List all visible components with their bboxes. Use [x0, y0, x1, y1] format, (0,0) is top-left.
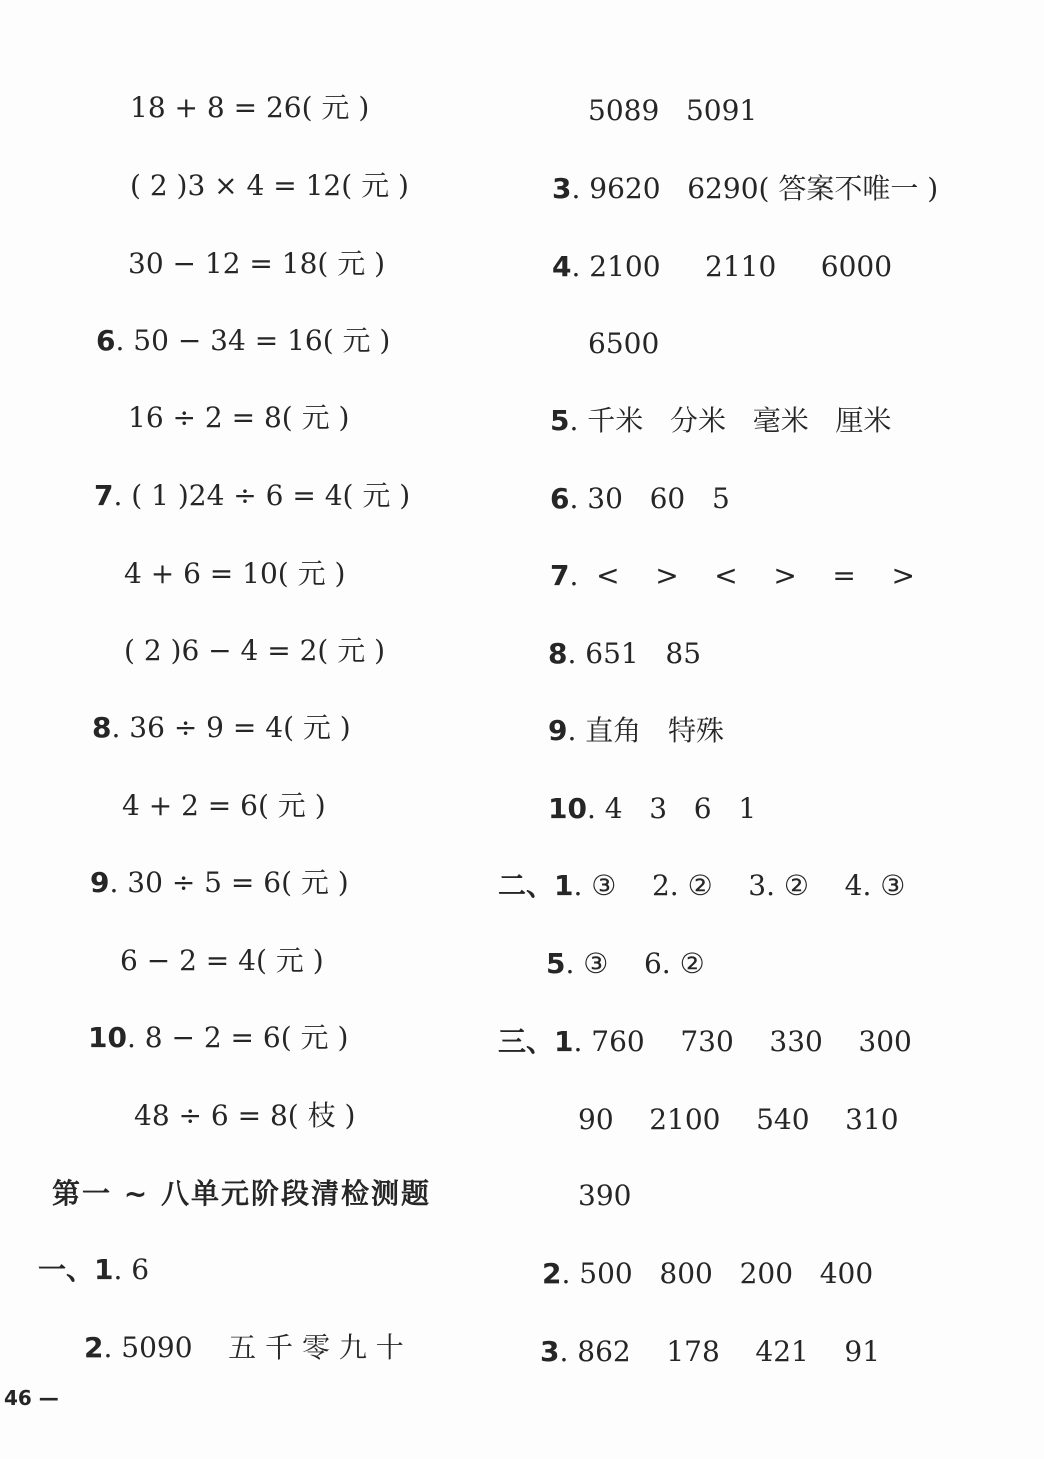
left-line-5: 16 ÷ 2 = 8( 元 ) [128, 401, 350, 434]
left-line-13: 10. 8 − 2 = 6( 元 ) [88, 1021, 349, 1054]
left-line-7: 4 + 6 = 10( 元 ) [124, 557, 346, 590]
right-line-2: 3. 9620 6290( 答案不唯一 ) [552, 172, 939, 205]
right-line-16: 2. 500 800 200 400 [542, 1257, 874, 1290]
left-line-6: 7. ( 1 )24 ÷ 6 = 4( 元 ) [94, 479, 411, 512]
section-heading: 第一 ~ 八单元阶段清检测题 [52, 1177, 431, 1210]
right-line-3: 4. 2100 2110 6000 [552, 250, 893, 283]
left-line-1: 18 + 8 = 26( 元 ) [130, 91, 370, 124]
right-line-12: 5. ③ 6. ② [546, 947, 705, 980]
left-line-2: ( 2 )3 × 4 = 12( 元 ) [130, 169, 409, 202]
right-line-15: 390 [578, 1179, 632, 1212]
left-line-10: 4 + 2 = 6( 元 ) [122, 789, 326, 822]
left-line-11: 9. 30 ÷ 5 = 6( 元 ) [90, 866, 349, 899]
left-line-9: 8. 36 ÷ 9 = 4( 元 ) [92, 711, 351, 744]
right-line-13: 三、1. 760 730 330 300 [498, 1025, 912, 1058]
right-line-14: 90 2100 540 310 [578, 1103, 899, 1136]
right-line-5: 5. 千米 分米 毫米 厘米 [550, 404, 892, 437]
right-line-6: 6. 30 60 5 [550, 482, 730, 515]
left-line-12: 6 − 2 = 4( 元 ) [120, 944, 324, 977]
right-line-4: 6500 [588, 327, 660, 360]
right-line-11: 二、1. ③ 2. ② 3. ② 4. ③ [498, 869, 906, 902]
right-line-8: 8. 651 85 [548, 637, 702, 670]
left-line-14: 48 ÷ 6 = 8( 枝 ) [134, 1099, 356, 1132]
left-line-16: 2. 5090 五 千 零 九 十 [84, 1331, 404, 1364]
right-line-7: 7. < > < > = > [550, 559, 915, 592]
right-line-17: 3. 862 178 421 91 [540, 1335, 881, 1368]
right-line-9: 9. 直角 特殊 [548, 714, 724, 747]
page-number: 46 — [4, 1386, 59, 1410]
right-line-1: 5089 5091 [588, 94, 758, 127]
left-line-3: 30 − 12 = 18( 元 ) [128, 247, 386, 280]
right-line-10: 10. 4 3 6 1 [548, 792, 757, 825]
left-line-4: 6. 50 − 34 = 16( 元 ) [96, 324, 391, 357]
left-line-8: ( 2 )6 − 4 = 2( 元 ) [124, 634, 386, 667]
left-line-15: 一、1. 6 [38, 1253, 150, 1286]
